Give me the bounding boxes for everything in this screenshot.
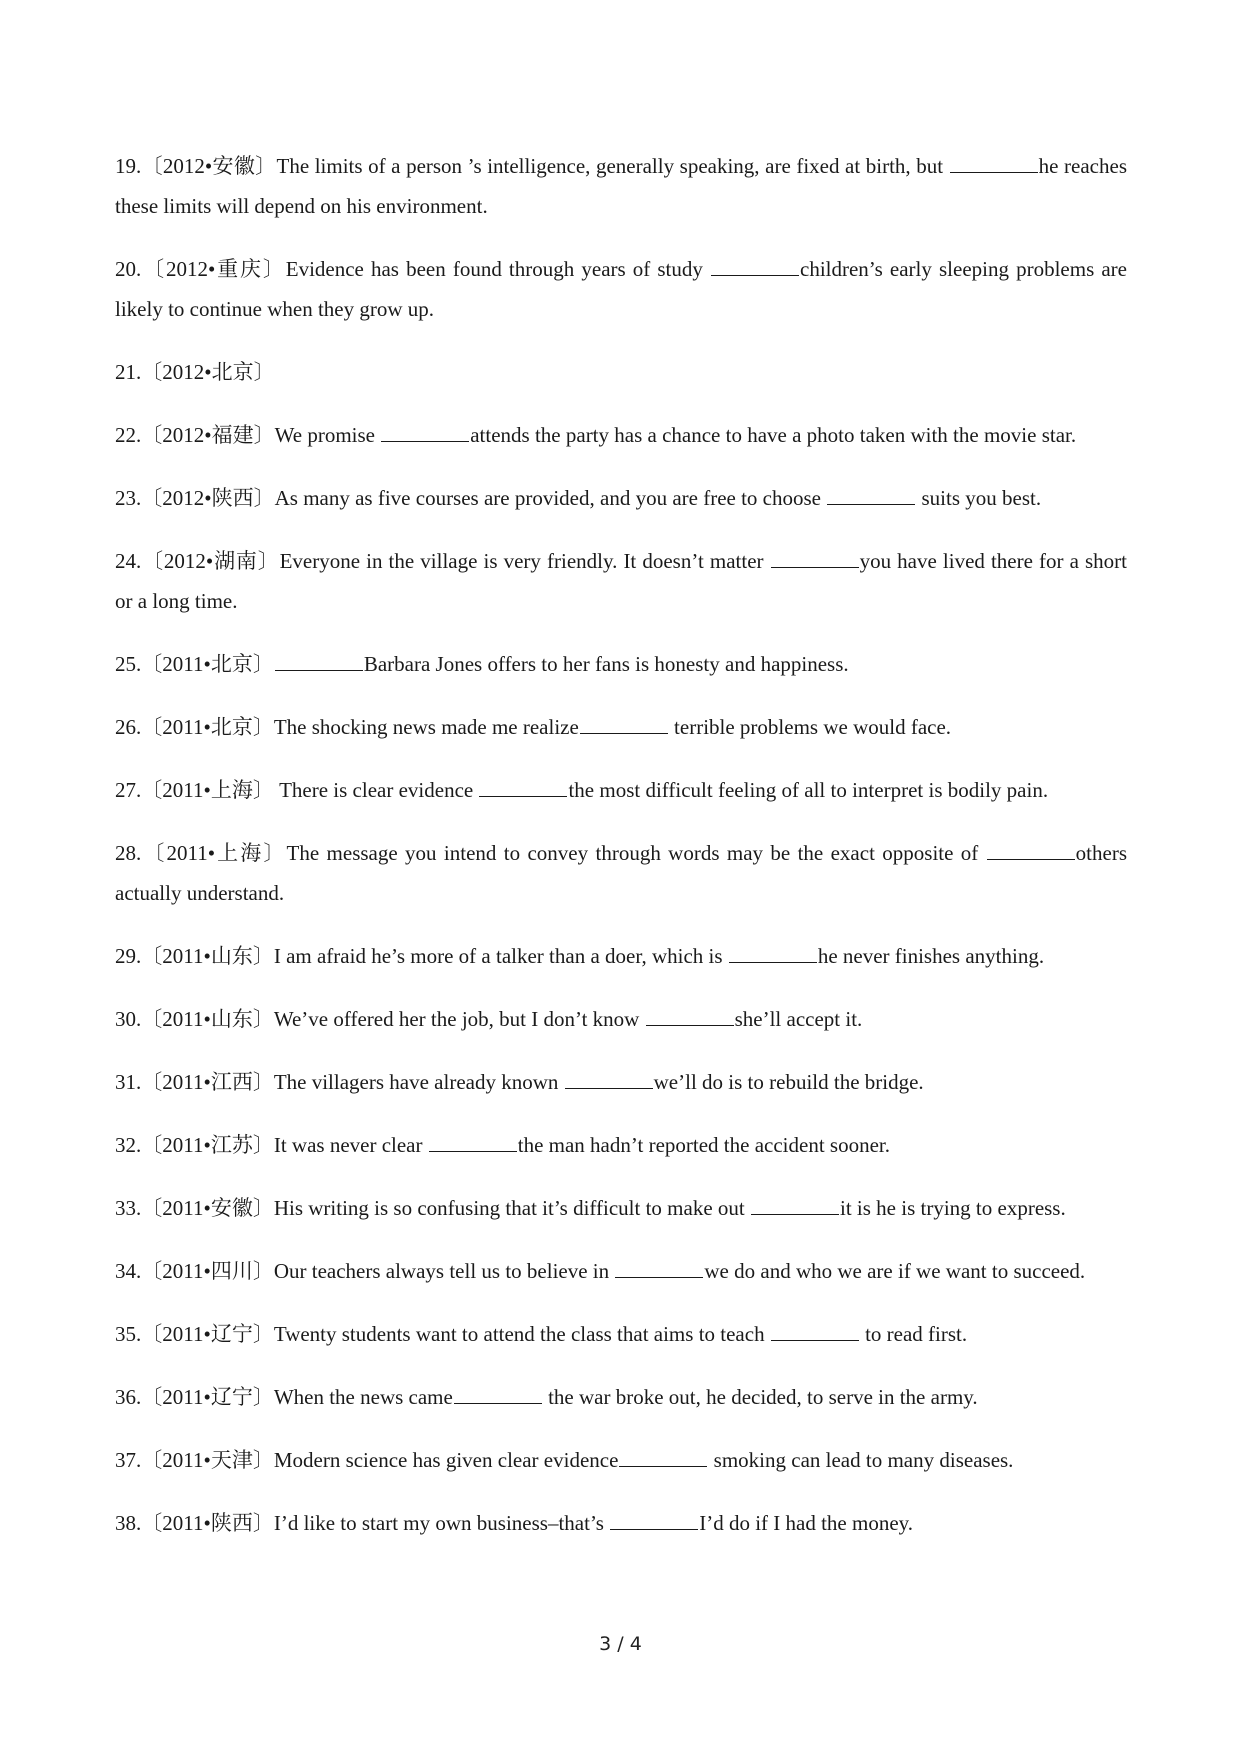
question-23 <box>115 478 1127 518</box>
question-text-before: I am afraid he’s more of a talker than a doer, which is <box>273 944 728 968</box>
question-source: 〔2011•江苏〕 <box>141 1133 274 1157</box>
question-source: 〔2011•辽宁〕 <box>141 1385 274 1409</box>
answer-blank <box>619 1448 707 1467</box>
answer-blank <box>771 549 859 568</box>
question-text-after: others actually understand. <box>115 841 1133 905</box>
question-text-before: Evidence has been found through years of study <box>285 257 710 281</box>
question-text-before: Everyone in the village is very friendly. It doesn’t matter <box>279 549 770 573</box>
question-22 <box>115 415 1127 455</box>
question-text-after: we do and who we are if we want to succeed. <box>704 1259 1086 1283</box>
answer-blank <box>827 486 915 505</box>
answer-blank <box>987 841 1075 860</box>
question-number: 20. <box>115 257 142 281</box>
question-text-before: I’d like to start my own business–that’s <box>273 1511 610 1535</box>
question-text-after: it is he is trying to express. <box>840 1196 1066 1220</box>
page-number: 3 / 4 <box>599 1633 642 1655</box>
question-number: 22. <box>115 423 142 447</box>
question-text-before: We promise <box>274 423 381 447</box>
question-text-after: the war broke out, he decided, to serve in the army. <box>542 1385 978 1409</box>
question-number: 37. <box>115 1448 142 1472</box>
question-21 <box>115 352 1127 392</box>
answer-blank <box>950 154 1038 173</box>
answer-blank <box>429 1133 517 1152</box>
question-text-after: children’s early sleeping problems are likely to continue when they grow up. <box>115 257 1133 321</box>
question-source: 〔2011•北京〕 <box>141 715 274 739</box>
question-text-before: When the news came <box>273 1385 453 1409</box>
question-38 <box>115 1503 1127 1543</box>
question-text-after: she’ll accept it. <box>734 1007 863 1031</box>
question-29 <box>115 936 1127 976</box>
question-text-after: he never finishes anything. <box>817 944 1045 968</box>
question-text-after: suits you best. <box>916 486 1042 510</box>
answer-blank <box>565 1070 653 1089</box>
question-text-before: There is clear evidence <box>273 778 479 802</box>
question-text-before: Our teachers always tell us to believe in <box>273 1259 615 1283</box>
question-text-after: smoking can lead to many diseases. <box>708 1448 1014 1472</box>
question-text-after: the man hadn’t reported the accident sooner. <box>517 1133 890 1157</box>
question-number: 29. <box>115 944 142 968</box>
question-source: 〔2011•陕西〕 <box>141 1511 274 1535</box>
question-text-after: you have lived there for a short or a long time. <box>115 549 1133 613</box>
question-number: 31. <box>115 1070 142 1094</box>
question-text-after: I’d do if I had the money. <box>699 1511 914 1535</box>
answer-blank <box>381 423 469 442</box>
question-31 <box>115 1062 1127 1102</box>
question-text-after: we’ll do is to rebuild the bridge. <box>653 1070 924 1094</box>
question-text-before: Modern science has given clear evidence <box>273 1448 619 1472</box>
question-36 <box>115 1377 1127 1417</box>
question-number: 30. <box>115 1007 142 1031</box>
question-text-before: His writing is so confusing that it’s difficult to make out <box>273 1196 750 1220</box>
question-source: 〔2011•江西〕 <box>141 1070 274 1094</box>
question-37 <box>115 1440 1127 1480</box>
question-30 <box>115 999 1127 1039</box>
question-28 <box>115 833 1133 913</box>
question-source: 〔2012•北京〕 <box>141 360 275 384</box>
question-list <box>115 146 1133 1566</box>
question-number: 32. <box>115 1133 142 1157</box>
question-number: 21. <box>115 360 142 384</box>
question-source: 〔2012•陕西〕 <box>141 486 275 510</box>
question-number: 19. <box>115 154 142 178</box>
answer-blank <box>729 944 817 963</box>
answer-blank <box>275 652 363 671</box>
question-number: 25. <box>115 652 142 676</box>
question-text-after: Barbara Jones offers to her fans is honesty and happiness. <box>363 652 849 676</box>
answer-blank <box>479 778 567 797</box>
question-26 <box>115 707 1127 747</box>
question-number: 24. <box>115 549 142 573</box>
question-number: 36. <box>115 1385 142 1409</box>
question-source: 〔2011•辽宁〕 <box>141 1322 274 1346</box>
question-source: 〔2011•山东〕 <box>141 944 274 968</box>
answer-blank <box>580 715 668 734</box>
answer-blank <box>771 1322 859 1341</box>
question-text-before: The message you intend to convey through words may be the exact opposite of <box>286 841 986 865</box>
question-text-after: to read first. <box>859 1322 968 1346</box>
answer-blank <box>615 1259 703 1278</box>
question-text-before: It was never clear <box>273 1133 428 1157</box>
question-source: 〔2011•四川〕 <box>141 1259 274 1283</box>
answer-blank <box>711 257 799 276</box>
question-32 <box>115 1125 1127 1165</box>
question-number: 26. <box>115 715 142 739</box>
question-34 <box>115 1251 1127 1291</box>
question-text-before: As many as five courses are provided, and you are free to choose <box>274 486 827 510</box>
question-number: 34. <box>115 1259 142 1283</box>
question-text-before: Twenty students want to attend the class that aims to teach <box>273 1322 770 1346</box>
question-number: 33. <box>115 1196 142 1220</box>
question-text-before: The shocking news made me realize <box>273 715 579 739</box>
question-number: 28. <box>115 841 142 865</box>
question-source: 〔2011•上海〕 <box>141 778 274 802</box>
question-33 <box>115 1188 1127 1228</box>
answer-blank <box>610 1511 698 1530</box>
question-source: 〔2011•安徽〕 <box>141 1196 274 1220</box>
question-text-before: We’ve offered her the job, but I don’t know <box>273 1007 645 1031</box>
question-number: 27. <box>115 778 142 802</box>
question-25 <box>115 644 1127 684</box>
question-source: 〔2012•重庆〕 <box>141 257 286 281</box>
question-24 <box>115 541 1133 621</box>
question-source: 〔2012•安徽〕 <box>141 154 277 178</box>
question-number: 35. <box>115 1322 142 1346</box>
question-35 <box>115 1314 1127 1354</box>
question-27 <box>115 770 1127 810</box>
question-20 <box>115 249 1133 329</box>
question-source: 〔2011•山东〕 <box>141 1007 274 1031</box>
answer-blank <box>454 1385 542 1404</box>
question-text-before: The limits of a person ’s intelligence, generally speaking, are fixed at birth, but <box>276 154 949 178</box>
question-number: 23. <box>115 486 142 510</box>
question-text-after: attends the party has a chance to have a photo taken with the movie star. <box>470 423 1077 447</box>
question-source: 〔2011•上海〕 <box>141 841 287 865</box>
answer-blank <box>646 1007 734 1026</box>
question-text-before: The villagers have already known <box>273 1070 564 1094</box>
question-text-after: terrible problems we would face. <box>668 715 952 739</box>
question-source: 〔2011•北京〕 <box>141 652 274 676</box>
answer-blank <box>751 1196 839 1215</box>
question-text-after: he reaches these limits will depend on his environment. <box>115 154 1133 218</box>
question-19 <box>115 146 1133 226</box>
question-text-after: the most difficult feeling of all to interpret is bodily pain. <box>568 778 1049 802</box>
question-source: 〔2011•天津〕 <box>141 1448 274 1472</box>
question-number: 38. <box>115 1511 142 1535</box>
question-source: 〔2012•福建〕 <box>141 423 275 447</box>
question-source: 〔2012•湖南〕 <box>141 549 280 573</box>
